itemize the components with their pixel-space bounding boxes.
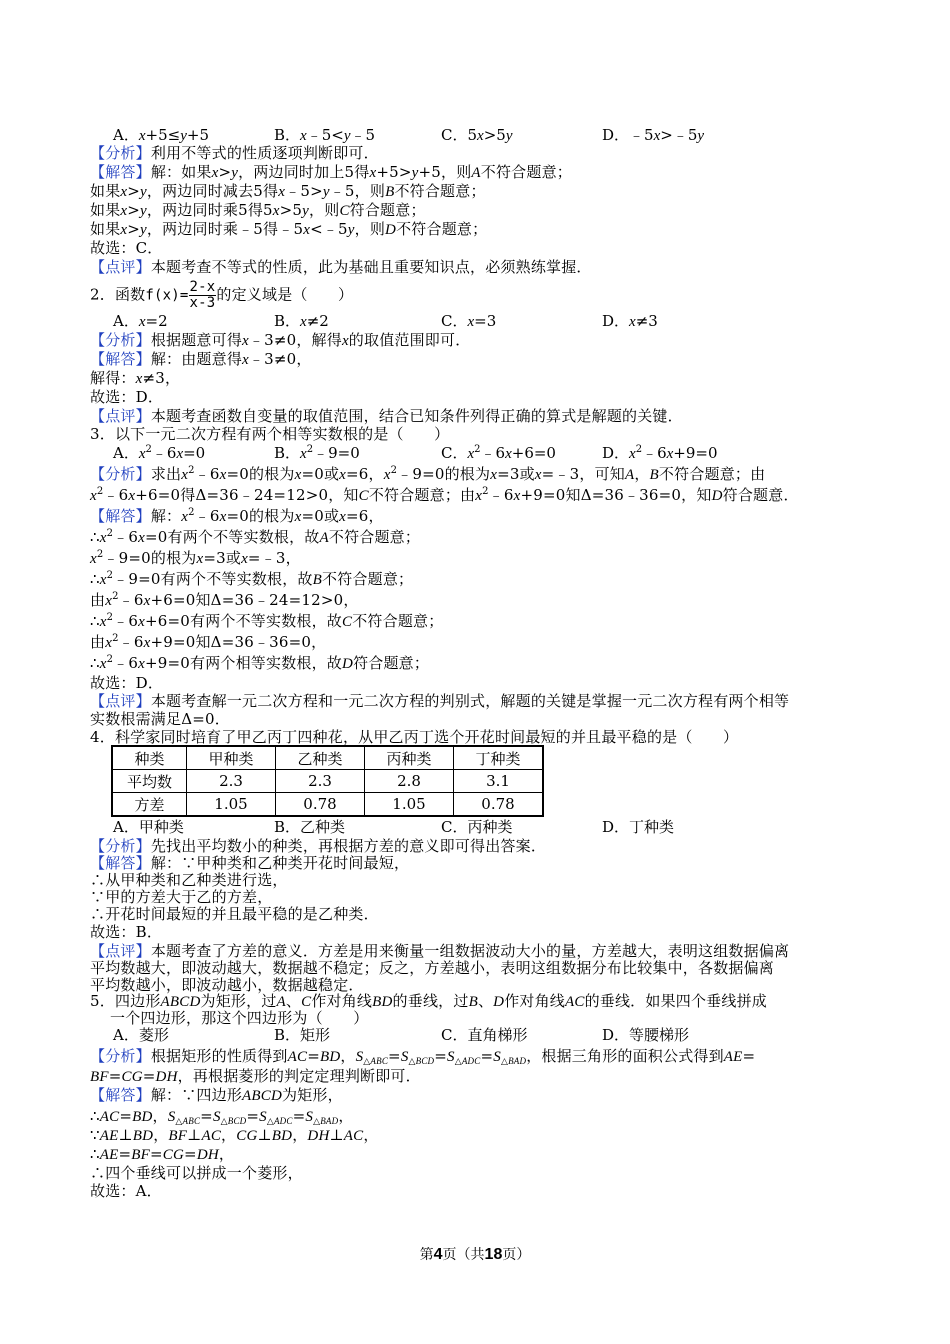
q4-comment-cont: 平均数越小，即波动越小，数据越稳定． [90, 976, 364, 994]
q4-comment: 【点评】本题考查了方差的意义．方差是用来衡量一组数据波动大小的量，方差越大，表明这组数据偏离 [90, 942, 790, 960]
q3-answer-line: $\therefore x^2﹣9=0$有两个不等实数根，故B不符合题意； [90, 570, 414, 588]
q1-choice: 故选：C． [90, 239, 163, 257]
q4-answer-line: ∵甲的方差大于乙的方差， [90, 888, 273, 906]
table-row [112, 793, 543, 817]
q4-choice: 故选：B． [90, 923, 163, 941]
table-cell: 乙种类 [276, 746, 365, 770]
q1-option-d: D．﹣5x>﹣5y [602, 126, 705, 144]
q3-analysis: 【分析】求出$x^2﹣6x=0$的根为x=0或x=6，$x^2﹣9=0$的根为x=3或x=﹣3，可知A，B不符合题意；由 [90, 465, 766, 483]
table-cell: 0.78 [276, 793, 365, 817]
q3-comment-cont: 实数根需满足Δ=0． [90, 710, 230, 728]
table-cell: 2.8 [365, 770, 454, 793]
table-cell: 方差 [112, 793, 187, 817]
analysis-tag: 【分析】 [90, 144, 151, 162]
function-name: f(x)= [145, 287, 189, 304]
comment-tag: 【点评】 [90, 258, 151, 276]
q5-option-c: C．直角梯形 [441, 1026, 528, 1044]
q4-option-c: C．丙种类 [441, 818, 513, 836]
q4-answer-line: ∴从甲种类和乙种类进行选， [90, 871, 288, 889]
q2-option-a: A．x=2 [113, 312, 168, 330]
table-header-row [112, 746, 543, 770]
q3-option-d: D．$x^2﹣6x+9=0$ [602, 444, 718, 462]
q1-analysis: 【分析】利用不等式的性质逐项判断即可． [90, 144, 379, 162]
q1-option-c: C．5x>5y [441, 126, 513, 144]
table-cell: 2.3 [187, 770, 276, 793]
q4-option-b: B．乙种类 [274, 818, 346, 836]
fraction: $\frac{2-x}{x-3}$ [189, 279, 216, 311]
q4-analysis: 【分析】先找出平均数小的种类，再根据方差的意义即可得出答案． [90, 837, 547, 855]
q3-stem: 3．以下一元二次方程有两个相等实数根的是（ ） [90, 425, 450, 443]
q5-answer-line: ∴AC=BD，$S_{\triangle ABC}=S_{\triangle BCD}=S_{\triangle ADC}=S_{\triangle BAD}$， [90, 1107, 354, 1127]
table-cell: 丙种类 [365, 746, 454, 770]
table-cell: 2.3 [276, 770, 365, 793]
table-cell: 丁种类 [454, 746, 544, 770]
q3-option-c: C．$x^2﹣6x+6=0$ [441, 444, 556, 462]
q3-answer-line: $\therefore x^2﹣6x+6=0$有两个不等实数根，故C不符合题意； [90, 612, 444, 630]
q5-stem: 5．四边形ABCD为矩形，过A、C作对角线BD的垂线，过B、D作对角线AC的垂线．如果四个垂线拼成 [90, 992, 767, 1010]
q5-option-b: B．矩形 [274, 1026, 331, 1044]
q5-answer-line: ∴四个垂线可以拼成一个菱形， [90, 1164, 303, 1182]
q1-answer-line: 【解答】解：如果x>y，两边同时加上5得x+5>y+5，则A不符合题意； [90, 163, 572, 181]
q4-comment-cont: 平均数越大，即波动越大，数据越不稳定；反之，方差越小，表明这组数据分布比较集中，各数据偏离 [90, 959, 775, 977]
q3-answer-line: 由$x^2﹣6x+6=0$知Δ=36﹣24=12>0， [90, 591, 359, 609]
q3-choice: 故选：D． [90, 674, 164, 692]
q1-answer-line: 如果x>y，两边同时乘﹣5得﹣5x<﹣5y，则D不符合题意； [90, 220, 488, 238]
q3-option-a: A．$x^2﹣6x=0$ [113, 444, 206, 462]
q5-answer-line: ∴AE=BF=CG=DH， [90, 1145, 235, 1163]
table-cell: 0.78 [454, 793, 544, 817]
q5-choice: 故选：A． [90, 1182, 162, 1200]
page-footer: 第4页（共18页） [419, 1246, 531, 1263]
q4-answer-line: 【解答】解：∵甲种类和乙种类开花时间最短， [90, 854, 410, 872]
q1-answer-line: 如果x>y，两边同时减去5得x﹣5>y﹣5，则B不符合题意； [90, 182, 486, 200]
q3-answer-line: $x^2﹣9=0$的根为x=3或x=﹣3， [90, 549, 301, 567]
q2-option-d: D．x≠3 [602, 312, 658, 330]
q5-answer-line: 【解答】解：∵四边形ABCD为矩形， [90, 1086, 343, 1104]
q4-option-d: D．丁种类 [602, 818, 675, 836]
q3-option-b: B．$x^2﹣9=0$ [274, 444, 360, 462]
q2-answer-line: 【解答】解：由题意得x﹣3≠0， [90, 350, 312, 368]
q5-answer-line: ∵AE⊥BD，BF⊥AC，CG⊥BD，DH⊥AC， [90, 1126, 379, 1144]
q5-analysis-cont: BF=CG=DH，再根据菱形的判定定理判断即可． [90, 1067, 421, 1085]
table-cell: 种类 [112, 746, 187, 770]
q3-answer-line: 【解答】解：$x^2﹣6x=0$的根为x=0或x=6， [90, 507, 384, 525]
table-row [112, 770, 543, 793]
q4-option-a: A．甲种类 [113, 818, 184, 836]
answer-tag: 【解答】 [90, 163, 151, 181]
q1-answer-line: 如果x>y，两边同时乘5得5x>5y，则C符合题意； [90, 201, 426, 219]
q2-choice: 故选：D． [90, 388, 164, 406]
q3-comment: 【点评】本题考查解一元二次方程和一元二次方程的判别式，解题的关键是掌握一元二次方程有两个相等 [90, 692, 790, 710]
q5-option-a: A．菱形 [113, 1026, 169, 1044]
total-pages: 18 [484, 1246, 503, 1263]
q5-stem-cont: 一个四边形，那这个四边形为（ ） [110, 1009, 369, 1027]
q1-comment: 【点评】本题考查不等式的性质，此为基础且重要知识点，必须熟练掌握． [90, 258, 592, 276]
table-cell: 甲种类 [187, 746, 276, 770]
table-cell: 1.05 [187, 793, 276, 817]
table-cell: 1.05 [365, 793, 454, 817]
q4-answer-line: ∴开花时间最短的并且最平稳的是乙种类． [90, 905, 379, 923]
q3-analysis-cont: $x^2﹣6x+6=0$得Δ=36﹣24=12>0，知C不符合题意；由$x^2﹣6x+9=0$知Δ=36﹣36=0，知D符合题意． [90, 486, 799, 504]
q2-option-b: B．x≠2 [274, 312, 329, 330]
q3-answer-line: $\therefore x^2﹣6x=0$有两个不等实数根，故A不符合题意； [90, 528, 421, 546]
q3-answer-line: 由$x^2﹣6x+9=0$知Δ=36﹣36=0， [90, 633, 327, 651]
page-number: 4 [433, 1246, 443, 1263]
q2-answer-line: 解得：x≠3， [90, 369, 181, 387]
table-cell: 平均数 [112, 770, 187, 793]
q1-option-a: A．x+5≤y+5 [113, 126, 209, 144]
q4-stem: 4．科学家同时培育了甲乙丙丁四种花，从甲乙丙丁选个开花时间最短的并且最平稳的是（ ） [90, 728, 739, 746]
q2-option-c: C．x=3 [441, 312, 497, 330]
flower-data-table [111, 745, 544, 817]
q3-answer-line: $\therefore x^2﹣6x+9=0$有两个相等实数根，故D符合题意； [90, 654, 430, 672]
q5-option-d: D．等腰梯形 [602, 1026, 690, 1044]
q1-option-b: B．x﹣5<y﹣5 [274, 126, 376, 144]
q2-stem: 2．函数f(x)= $\frac{2-x}{x-3}$ 的定义域是（ ） [90, 279, 354, 311]
q2-comment: 【点评】本题考查函数自变量的取值范围，结合已知条件列得正确的算式是解题的关键． [90, 407, 683, 425]
q5-analysis: 【分析】根据矩形的性质得到AC=BD，$S_{\triangle ABC}=S_{\triangle BCD}=S_{\triangle ADC}=S_{\triangle BAD}$，根据三角形的面积公式得到AE= [90, 1047, 756, 1067]
q2-analysis: 【分析】根据题意可得x﹣3≠0，解得x的取值范围即可． [90, 331, 471, 349]
table-cell: 3.1 [454, 770, 544, 793]
